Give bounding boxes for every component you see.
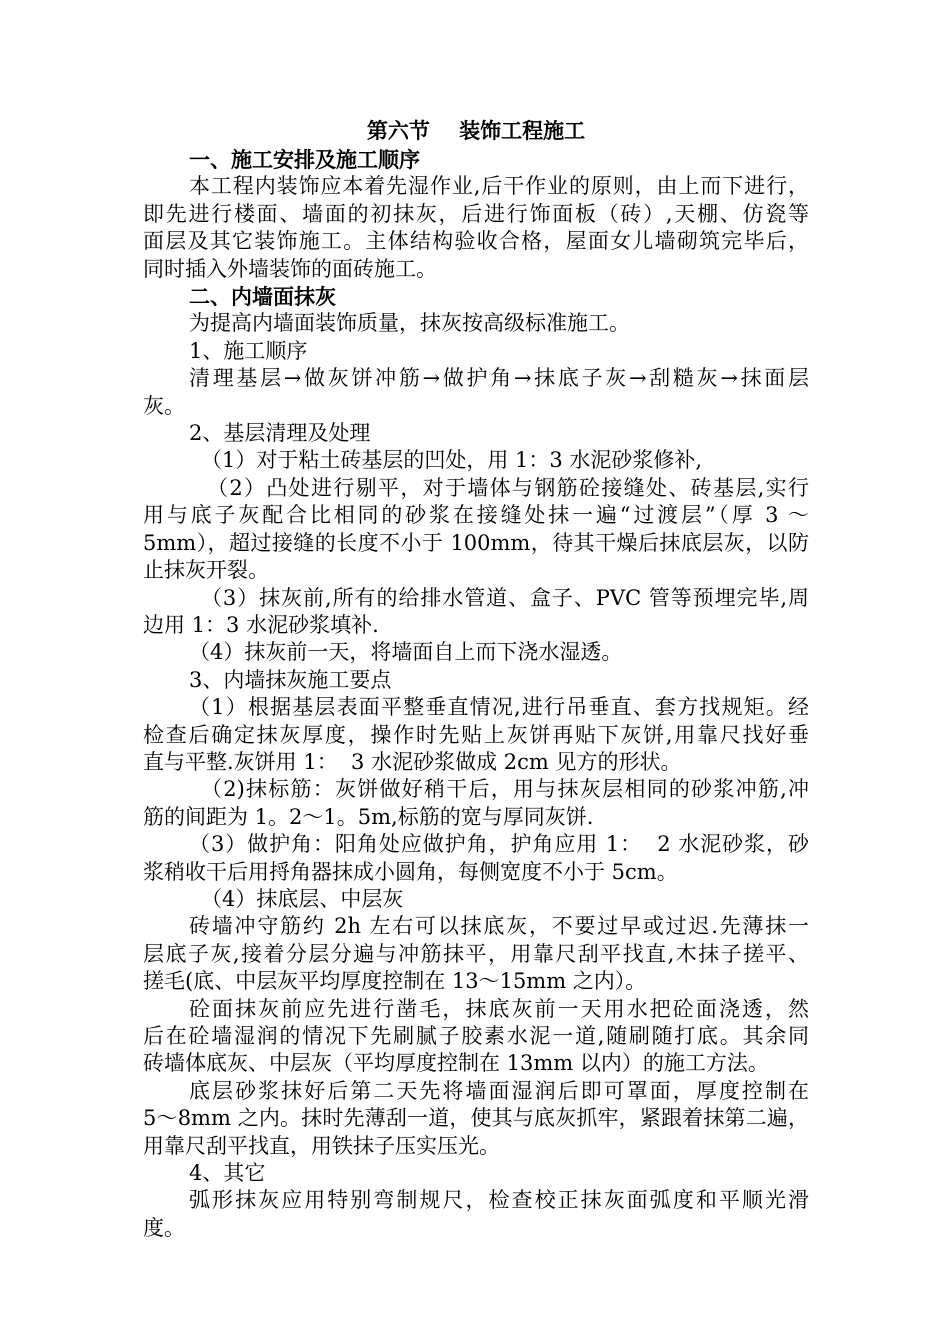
- text-line: 清理基层→做灰饼冲筋→做护角→抹底子灰→刮糙灰→抹面层: [189, 366, 809, 391]
- text-line: 浆稍收干后用捋角器抹成小圆角，每侧宽度不小于 5cm。: [143, 859, 678, 884]
- section-title: 第六节 装饰工程施工: [366, 118, 586, 143]
- text-line: 砖墙冲守筋约 2h 左右可以抹底灰，不要过早或过迟.先薄抹一: [189, 914, 809, 939]
- text-line: 后在砼墙湿润的情况下先刷腻子胶素水泥一道,随刷随打底。其余同: [143, 1024, 809, 1048]
- section-heading: 一、施工安排及施工顺序: [189, 147, 420, 172]
- document-page: [143, 116, 809, 1242]
- text-line: 弧形抹灰应用特别弯制规尺，检查校正抹灰面弧度和平顺光滑: [189, 1188, 809, 1213]
- text-line: 4、其它: [189, 1161, 266, 1186]
- text-line: 用与底子灰配合比相同的砂浆在接缝处抹一遍“过渡层”（厚 3 ～: [143, 503, 809, 528]
- text-line: 面层及其它装饰施工。主体结构验收合格，屋面女儿墙砌筑完毕后，: [143, 229, 809, 254]
- text-line: 底层砂浆抹好后第二天先将墙面湿润后即可罩面，厚度控制在: [189, 1078, 809, 1103]
- text-line: （4）抹灰前一天，将墙面自上而下浇水湿透。: [189, 640, 623, 665]
- text-line: 筋的间距为 1。2～1。5m,标筋的宽与厚同灰饼.: [143, 804, 594, 829]
- text-line: 砖墙体底灰、中层灰（平均厚度控制在 13mm 以内）的施工方法。: [143, 1051, 769, 1076]
- text-line: 检查后确定抹灰厚度，操作时先贴上灰饼再贴下灰饼,用靠尺找好垂: [143, 722, 809, 747]
- text-line: 边用 1：3 水泥砂浆填补.: [143, 612, 379, 637]
- text-line: （2)抹标筋：灰饼做好稍干后，用与抹灰层相同的砂浆冲筋,冲: [201, 777, 809, 802]
- document-body: [143, 146, 809, 1242]
- text-line: 1、施工顺序: [189, 338, 308, 363]
- text-line: 层底子灰,接着分层分遍与冲筋抹平，用靠尺刮平找直,木抹子搓平、: [143, 941, 809, 966]
- text-line: （2）凸处进行剔平，对于墙体与钢筋砼接缝处、砖基层,实行: [207, 475, 809, 500]
- text-line: 同时插入外墙装饰的面砖施工。: [143, 256, 437, 281]
- text-line: 止抹灰开裂。: [143, 558, 269, 583]
- text-line: 5～8mm 之内。抹时先薄刮一道，使其与底灰抓牢，紧跟着抹第二遍，: [143, 1106, 809, 1131]
- text-line: 灰。: [143, 393, 185, 418]
- text-line: 直与平整.灰饼用 1： 3 水泥砂浆做成 2cm 见方的形状。: [143, 749, 682, 774]
- text-line: 度。: [143, 1215, 185, 1240]
- text-line: 用靠尺刮平找直，用铁抹子压实压光。: [143, 1133, 500, 1158]
- text-line: （1）对于粘土砖基层的凹处，用 1：3 水泥砂浆修补,: [201, 448, 703, 473]
- text-line: （4）抹底层、中层灰: [201, 886, 404, 911]
- text-line: （3）抹灰前,所有的给排水管道、盒子、PVC 管等预埋完毕,周: [201, 585, 809, 610]
- section-heading: 二、内墙面抹灰: [189, 284, 336, 310]
- text-line: 搓毛(底、中层灰平均厚度控制在 13～15mm 之内）。: [143, 969, 647, 994]
- text-line: 3、内墙抹灰施工要点: [189, 667, 392, 692]
- text-line: 5mm），超过接缝的长度不小于 100mm，待其干燥后抹底层灰，以防: [143, 530, 809, 555]
- text-line: 即先进行楼面、墙面的初抹灰，后进行饰面板（砖）,天棚、仿瓷等: [143, 201, 809, 226]
- text-line: 砼面抹灰前应先进行凿毛，抹底灰前一天用水把砼面浇透，然: [189, 996, 809, 1021]
- text-line: 本工程内装饰应本着先湿作业,后干作业的原则，由上而下进行，: [189, 174, 809, 199]
- text-line: （1）根据基层表面平整垂直情况,进行吊垂直、套方找规矩。经: [189, 695, 809, 720]
- text-line: 为提高内墙面装饰质量，抹灰按高级标准施工。: [189, 311, 630, 336]
- text-line: 2、基层清理及处理: [189, 421, 371, 446]
- text-line: （3）做护角：阳角处应做护角，护角应用 1： 2 水泥砂浆，砂: [189, 832, 809, 857]
